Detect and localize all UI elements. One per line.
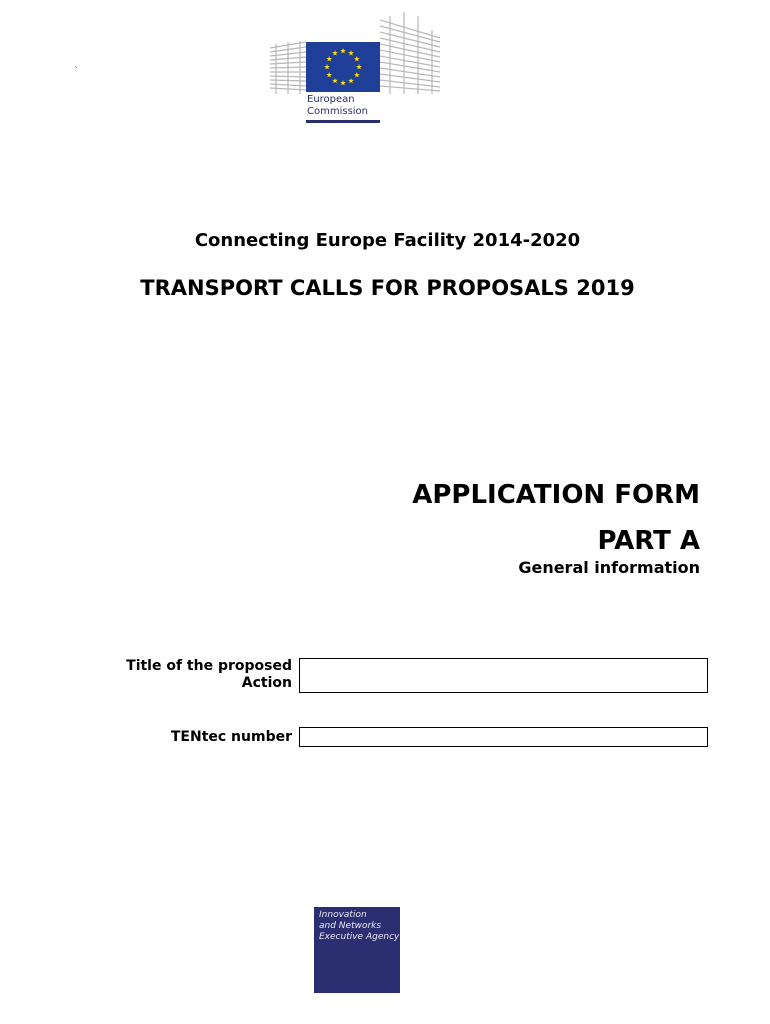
tentec-number-label: TENtec number — [170, 729, 292, 745]
building-lines-right — [380, 12, 440, 94]
inea-text-line3: Executive Agency — [319, 932, 400, 942]
building-lines-left — [270, 41, 306, 94]
action-title-label: Title of the proposed Action — [126, 658, 292, 691]
logo-text-european: European — [307, 94, 355, 105]
inea-text-line1: Innovation — [319, 910, 367, 920]
calls-title: TRANSPORT CALLS FOR PROPOSALS 2019 — [140, 276, 635, 300]
form-part-subtitle: General information — [518, 558, 700, 577]
logo-underline — [306, 120, 380, 123]
inea-agency-logo — [314, 907, 400, 993]
action-title-input[interactable] — [299, 658, 708, 693]
ec-building-flag-graphic — [268, 8, 443, 98]
european-commission-logo — [268, 8, 443, 126]
facility-subtitle: Connecting Europe Facility 2014-2020 — [194, 230, 581, 251]
application-form-title: APPLICATION FORM — [412, 480, 700, 510]
form-part-heading: PART A — [597, 526, 700, 556]
tentec-number-input[interactable] — [299, 727, 708, 747]
stray-mark: ` — [74, 66, 79, 77]
logo-text-commission: Commission — [307, 106, 369, 117]
inea-text-line2: and Networks — [319, 921, 382, 931]
